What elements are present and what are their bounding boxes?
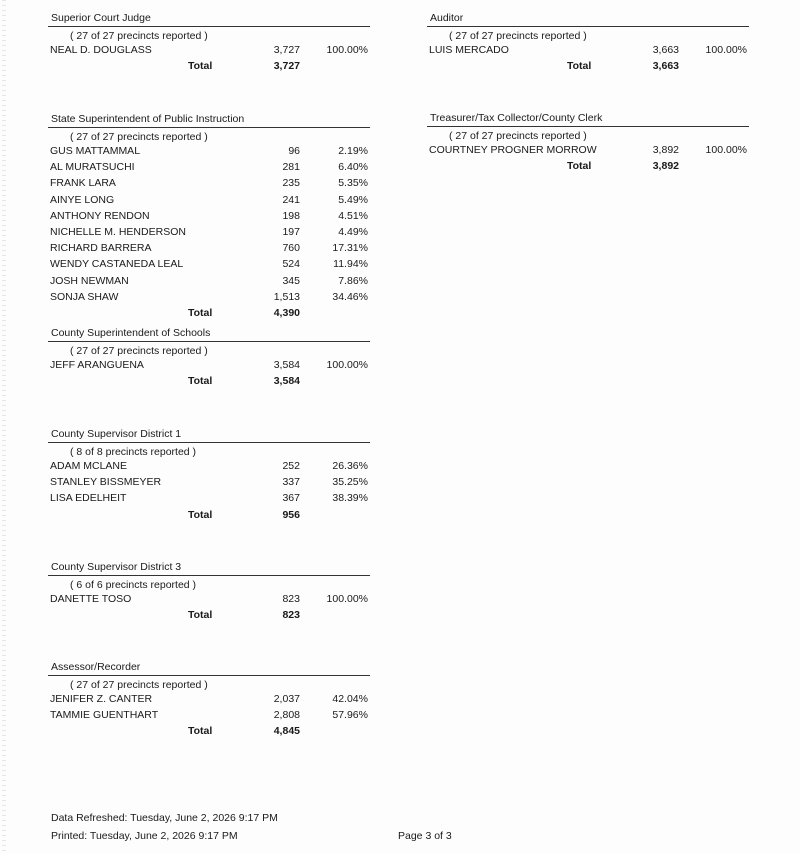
candidate-votes: 367 (282, 492, 300, 505)
candidate-votes: 241 (282, 193, 300, 206)
race-title: State Superintendent of Public Instruction (48, 112, 370, 128)
race-title: Auditor (427, 11, 749, 27)
scan-edge (2, 0, 6, 853)
candidate-percent: 38.39% (332, 492, 368, 505)
race-supervisor-district-1 (48, 427, 370, 523)
candidate-percent: 100.00% (326, 593, 368, 605)
candidate-votes: 198 (282, 209, 300, 222)
total-label: Total (567, 160, 592, 173)
candidate-name: GUS MATTAMMAL (50, 145, 141, 157)
candidate-percent: 100.00% (705, 44, 747, 56)
total-label: Total (188, 60, 213, 73)
data-refreshed-text: Data Refreshed: Tuesday, June 2, 2026 9:17 PM (51, 812, 278, 824)
candidate-row (48, 691, 370, 707)
candidate-votes: 281 (282, 161, 300, 174)
total-row (48, 723, 370, 739)
precincts-reported: ( 27 of 27 precincts reported ) (70, 30, 208, 42)
candidate-row (48, 273, 370, 289)
candidate-row (48, 707, 370, 723)
race-title: Assessor/Recorder (48, 660, 370, 676)
candidate-row (48, 159, 370, 175)
total-row (48, 305, 370, 321)
printed-text: Printed: Tuesday, June 2, 2026 9:17 PM (51, 830, 238, 842)
total-votes: 3,584 (273, 375, 300, 388)
candidate-percent: 5.35% (338, 177, 368, 190)
candidate-name: LISA EDELHEIT (50, 492, 127, 505)
total-votes: 4,845 (273, 725, 300, 738)
candidate-votes: 337 (282, 476, 300, 489)
race-auditor (427, 11, 749, 74)
total-label: Total (188, 375, 213, 388)
total-row (48, 607, 370, 623)
candidate-percent: 100.00% (326, 359, 368, 371)
candidate-percent: 17.31% (332, 242, 368, 255)
candidate-votes: 197 (282, 225, 300, 238)
candidate-votes: 3,663 (652, 44, 679, 56)
candidate-name: ANTHONY RENDON (50, 209, 150, 222)
candidate-row (48, 42, 370, 58)
total-label: Total (567, 60, 592, 73)
candidate-votes: 3,727 (273, 44, 300, 56)
candidate-row (48, 289, 370, 305)
total-row (48, 58, 370, 74)
candidate-row (48, 192, 370, 208)
candidate-percent: 2.19% (338, 145, 368, 157)
candidate-votes: 235 (282, 177, 300, 190)
precincts-reported: ( 27 of 27 precincts reported ) (449, 30, 587, 42)
candidate-name: NICHELLE M. HENDERSON (50, 225, 186, 238)
total-label: Total (188, 725, 213, 738)
precincts-reported: ( 27 of 27 precincts reported ) (70, 131, 208, 143)
candidate-row (427, 42, 749, 58)
candidate-percent: 34.46% (332, 290, 368, 303)
candidate-name: JEFF ARANGUENA (50, 359, 144, 371)
candidate-name: AL MURATSUCHI (50, 161, 135, 174)
race-title: County Superintendent of Schools (48, 326, 370, 342)
candidate-percent: 57.96% (332, 709, 368, 722)
candidate-percent: 100.00% (326, 44, 368, 56)
total-row (427, 58, 749, 74)
total-label: Total (188, 306, 213, 319)
candidate-name: WENDY CASTANEDA LEAL (50, 258, 184, 271)
precincts-reported: ( 27 of 27 precincts reported ) (449, 130, 587, 142)
precincts-reported: ( 27 of 27 precincts reported ) (70, 345, 208, 357)
precincts-reported: ( 8 of 8 precincts reported ) (70, 446, 197, 458)
candidate-votes: 252 (282, 460, 300, 472)
total-votes: 823 (282, 609, 300, 622)
candidate-percent: 42.04% (332, 693, 368, 705)
candidate-row (48, 175, 370, 191)
total-label: Total (188, 609, 213, 622)
race-assessor-recorder (48, 660, 370, 740)
candidate-votes: 3,584 (273, 359, 300, 371)
race-title: Treasurer/Tax Collector/County Clerk (427, 111, 749, 127)
candidate-votes: 345 (282, 274, 300, 287)
precincts-reported: ( 6 of 6 precincts reported ) (70, 579, 197, 591)
candidate-name: TAMMIE GUENTHART (50, 709, 159, 722)
total-votes: 4,390 (273, 306, 300, 319)
candidate-percent: 26.36% (332, 460, 368, 472)
total-row (48, 507, 370, 523)
candidate-name: ADAM MCLANE (50, 460, 128, 472)
candidate-percent: 4.51% (338, 209, 368, 222)
candidate-row (48, 224, 370, 240)
candidate-row (48, 208, 370, 224)
candidate-row (427, 142, 749, 158)
candidate-votes: 823 (282, 593, 300, 605)
candidate-name: SONJA SHAW (50, 290, 119, 303)
candidate-row (48, 591, 370, 607)
candidate-name: STANLEY BISSMEYER (50, 476, 162, 489)
total-votes: 3,892 (652, 160, 679, 173)
candidate-votes: 96 (288, 145, 300, 157)
candidate-percent: 4.49% (338, 225, 368, 238)
candidate-name: LUIS MERCADO (429, 44, 509, 56)
race-state-superintendent (48, 112, 370, 321)
race-supervisor-district-3 (48, 560, 370, 623)
total-votes: 3,727 (273, 60, 300, 73)
candidate-name: RICHARD BARRERA (50, 242, 152, 255)
race-superior-court-judge (48, 11, 370, 74)
candidate-name: FRANK LARA (50, 177, 116, 190)
candidate-votes: 2,037 (273, 693, 300, 705)
candidate-votes: 2,808 (273, 709, 300, 722)
candidate-percent: 5.49% (338, 193, 368, 206)
candidate-percent: 35.25% (332, 476, 368, 489)
candidate-name: NEAL D. DOUGLASS (50, 44, 152, 56)
total-votes: 3,663 (652, 60, 679, 73)
candidate-name: DANETTE TOSO (50, 593, 132, 605)
candidate-votes: 760 (282, 242, 300, 255)
total-row (427, 158, 749, 174)
race-county-superintendent (48, 326, 370, 389)
candidate-row (48, 357, 370, 373)
precincts-reported: ( 27 of 27 precincts reported ) (70, 679, 208, 691)
candidate-percent: 6.40% (338, 161, 368, 174)
candidate-votes: 1,513 (273, 290, 300, 303)
candidate-percent: 100.00% (705, 144, 747, 156)
candidate-name: COURTNEY PROGNER MORROW (429, 144, 597, 156)
total-votes: 956 (282, 508, 300, 521)
total-row (48, 373, 370, 389)
race-title: County Supervisor District 1 (48, 427, 370, 443)
candidate-percent: 11.94% (333, 258, 368, 271)
race-treasurer (427, 111, 749, 174)
page-number: Page 3 of 3 (398, 830, 452, 842)
candidate-name: JOSH NEWMAN (50, 274, 129, 287)
total-label: Total (188, 508, 213, 521)
candidate-percent: 7.86% (338, 274, 368, 287)
candidate-row (48, 256, 370, 272)
candidate-row (48, 490, 370, 506)
candidate-votes: 524 (282, 258, 300, 271)
race-title: County Supervisor District 3 (48, 560, 370, 576)
candidate-votes: 3,892 (652, 144, 679, 156)
candidate-name: AINYE LONG (50, 193, 115, 206)
candidate-row (48, 240, 370, 256)
candidate-name: JENIFER Z. CANTER (50, 693, 153, 705)
candidate-row (48, 474, 370, 490)
candidate-row (48, 143, 370, 159)
race-title: Superior Court Judge (48, 11, 370, 27)
candidate-row (48, 458, 370, 474)
